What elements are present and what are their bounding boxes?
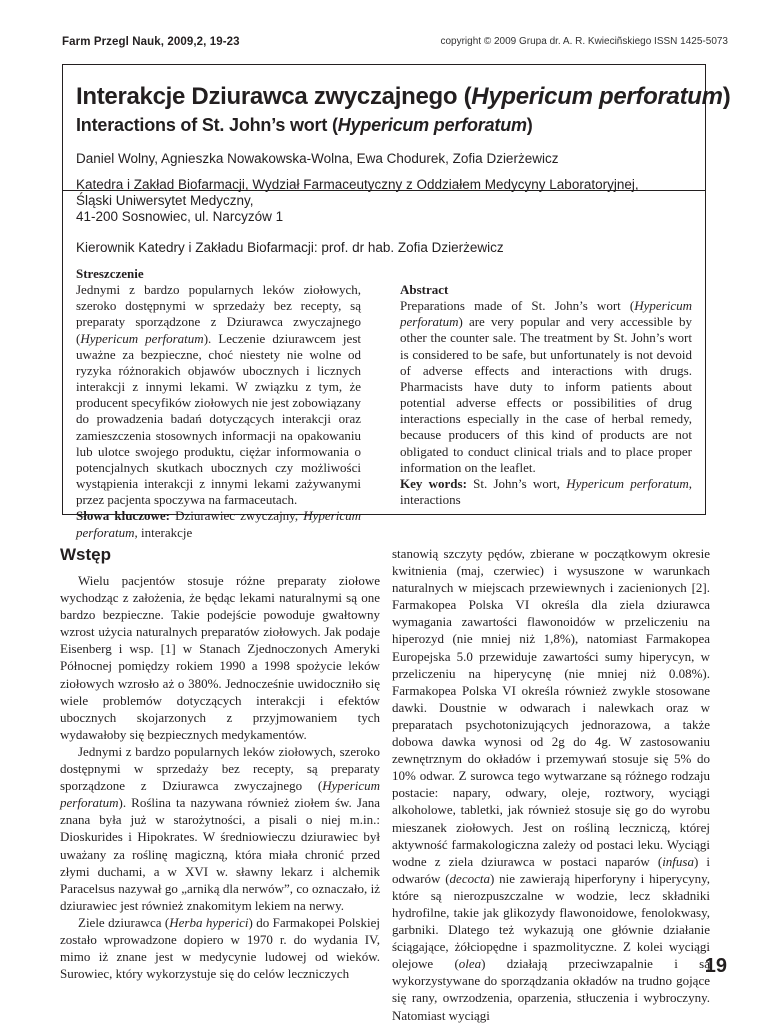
running-head-copyright: copyright © 2009 Grupa dr. A. R. Kwieciñskiego ISSN 1425-5073 (440, 36, 728, 47)
title-polish: Interakcje Dziurawca zwyczajnego (Hypericum perforatum) (76, 83, 731, 110)
abstract-polish-heading: Streszczenie (76, 266, 144, 281)
paragraph: Wielu pacjentów stosuje różne preparaty ziołowe wychodząc z założenia, że będąc lekami naturalnymi są one bardzo bezpieczne. Takie podejście powoduje gwałtowny wzrost użycia naturalnych preparatów ziołowych. Jak podaje Eisenberg i wsp. [1] w Stanach Zjednoczonych Ameryki Północnej pomiędzy rokiem 1990 a 1998 spożycie leków ziołowych wzrosło aż o 380%. Jednocześnie uwidoczniło się wiele problemów dotyczących interakcji i efektów ubocznych skojarzonych z przyjmowaniem tych wydawałoby się bezpiecznych medykamentów. (60, 573, 380, 742)
paragraph: Jednymi z bardzo popularnych leków ziołowych, szeroko dostępnymi w sprzedaży bez recepty, są preparaty sporządzone z Dziurawca zwyczajnego (Hypericum perforatum). Roślina ta nazywana również ziołem św. Jana znana była już w starożytności, a pisali o niej m.in.: Dioskurides i Hipokrates. W średniowieczu dziurawiec był uważany za roślinę magiczną, która miała chronić przed złymi duchami, a w XVI w. sławny lekarz i alchemik Paracelsus nazywał go „arniką dla nerwów”, co oznaczało, iż dziurawiec jest również znakomitym lekiem na nerwy. (60, 743, 380, 913)
page-number: 19 (704, 955, 727, 977)
abstract-english (400, 282, 692, 508)
keywords-polish: Słowa kluczowe: Dziurawiec zwyczajny, Hypericum perforatum, interakcje (76, 508, 361, 540)
keywords-english: Key words: St. John’s wort, Hypericum perforatum, interactions (400, 475, 692, 508)
head-of-department: Kierownik Katedry i Zakładu Biofarmacji: prof. dr hab. Zofia Dzierżewicz (76, 240, 504, 255)
title-english: Interactions of St. John’s wort (Hypericum perforatum) (76, 115, 533, 135)
section-heading-introduction: Wstęp (60, 545, 111, 564)
abstract-english-heading: Abstract (400, 282, 449, 297)
abstract-polish (76, 266, 361, 541)
affiliation-line: Katedra i Zakład Biofarmacji, Wydział Farmaceutyczny z Oddziałem Medycyny Laboratoryjnej, (76, 177, 639, 192)
running-head-journal: Farm Przegl Nauk, 2009,2, 19-23 (62, 36, 240, 48)
affiliation-line: 41-200 Sosnowiec, ul. Narcyzów 1 (76, 209, 284, 224)
paragraph: stanowią szczyty pędów, zbierane w początkowym okresie kwitnienia (maj, czerwiec) i wysuszone w warunkach naturalnych w miejscach przewiewnych i zacienionych [2]. Farmakopea Polska VI określa dla ziela dziurawca wymagania zawartości flawonoidów w przeliczeniu na hiperozyd (nie mniej niż 1,8%), natomiast Farmakopea Europejska 5.0 przewiduje zawartości sumy hiperycyn, w przeliczeniu na hiperycynę (nie mniej niż 0.08%). Farmakopea Polska VI określa również zwykle stosowane dawki. Doustnie w odwarach i nalewkach oraz w preparatach psychotonizujących jednorazowa, a także dobowa dawka wynosi od 2g do 4g. W zastosowaniu zewnętrznym do okładów i przemywań stosuje się 5% do 10% odwar. Z surowca tego wytwarzane są różnego rodzaju postacie: napary, odwary, oleje, roztwory, wyciągi alkoholowe, tabletki, jak również stosuje się go do wyrobu mieszanek ziołowych. Jest on rośliną leczniczą, której aktywność farmakologiczna zależy od postaci leku. Wyciągi wodne z ziela dziurawca w postaci naparów (infusa) i odwarów (decocta) nie zawierają hiperforyny i hiperycyny, które są nierozpuszczalne w wodzie, lecz składniki hydrofilne, takie jak glikozydy flawonoidowe, fenolokwasy, garbniki. Dlatego też wykazują one głównie działanie ściągające, żółciopędne i spazmolityczne. Z kolei wyciągi olejowe (olea) działają przeciwzapalnie i są wykorzystywane do sporządzania okładów na trudno gojące się rany, owrzodzenia, oparzenia, stłuczenia i wybroczyny. Natomiast wyciągi (392, 546, 710, 1023)
authors: Daniel Wolny, Agnieszka Nowakowska-Wolna, Ewa Chodurek, Zofia Dzierżewicz (76, 151, 559, 166)
affiliation-line: Śląski Uniwersytet Medyczny, (76, 193, 254, 208)
abstract-polish-body: Jednymi z bardzo popularnych leków ziołowych, szeroko dostępnymi w sprzedaży bez recepty, są preparaty sporządzone z Dziurawca zwyczajnego (Hypericum perforatum). Leczenie dziurawcem jest uważne za bezpieczne, choć niestety nie wolne od ryzyka różnorakich objawów ubocznych i licznych interakcji z innymi lekami. W związku z tym, że producent specyfików ziołowych nie jest zobowiązany do prowadzenia badań dotyczących interakcji oraz zamieszczenia stosownych informacji na opakowaniu lub ulotce swojego produktu, ciężar informowania o potencjalnych skutkach ubocznych czy możliwości wystąpienia interakcji z innymi lekami zażywanymi przez pacjenta spoczywa na farmaceutach. (76, 282, 361, 508)
abstract-english-body: Preparations made of St. John’s wort (Hypericum perforatum) are very popular and very accessible by other the counter sale. The treatment by St. John’s wort is considered to be safe, but unfortunately is not devoid of adverse effects and interactions with drugs. Pharmacists have duty to inform patients about potential adverse effects or possibilities of drug interactions especially in the case of herbal remedy, because producers of this kind of products are not obligated to conduct clinical trials and to place proper information on the leaflet. (400, 298, 692, 475)
body-column-right (392, 545, 710, 1024)
affiliation (76, 177, 639, 225)
body-column-left (60, 572, 380, 982)
paragraph: Ziele dziurawca (Herba hyperici) do Farmakopei Polskiej zostało wprowadzone dopiero w 1970 r. do wydania IV, mimo iż znane jest w medycynie ludowej od wieków. Surowiec, który wykorzystuje się do celów leczniczych (60, 914, 380, 982)
